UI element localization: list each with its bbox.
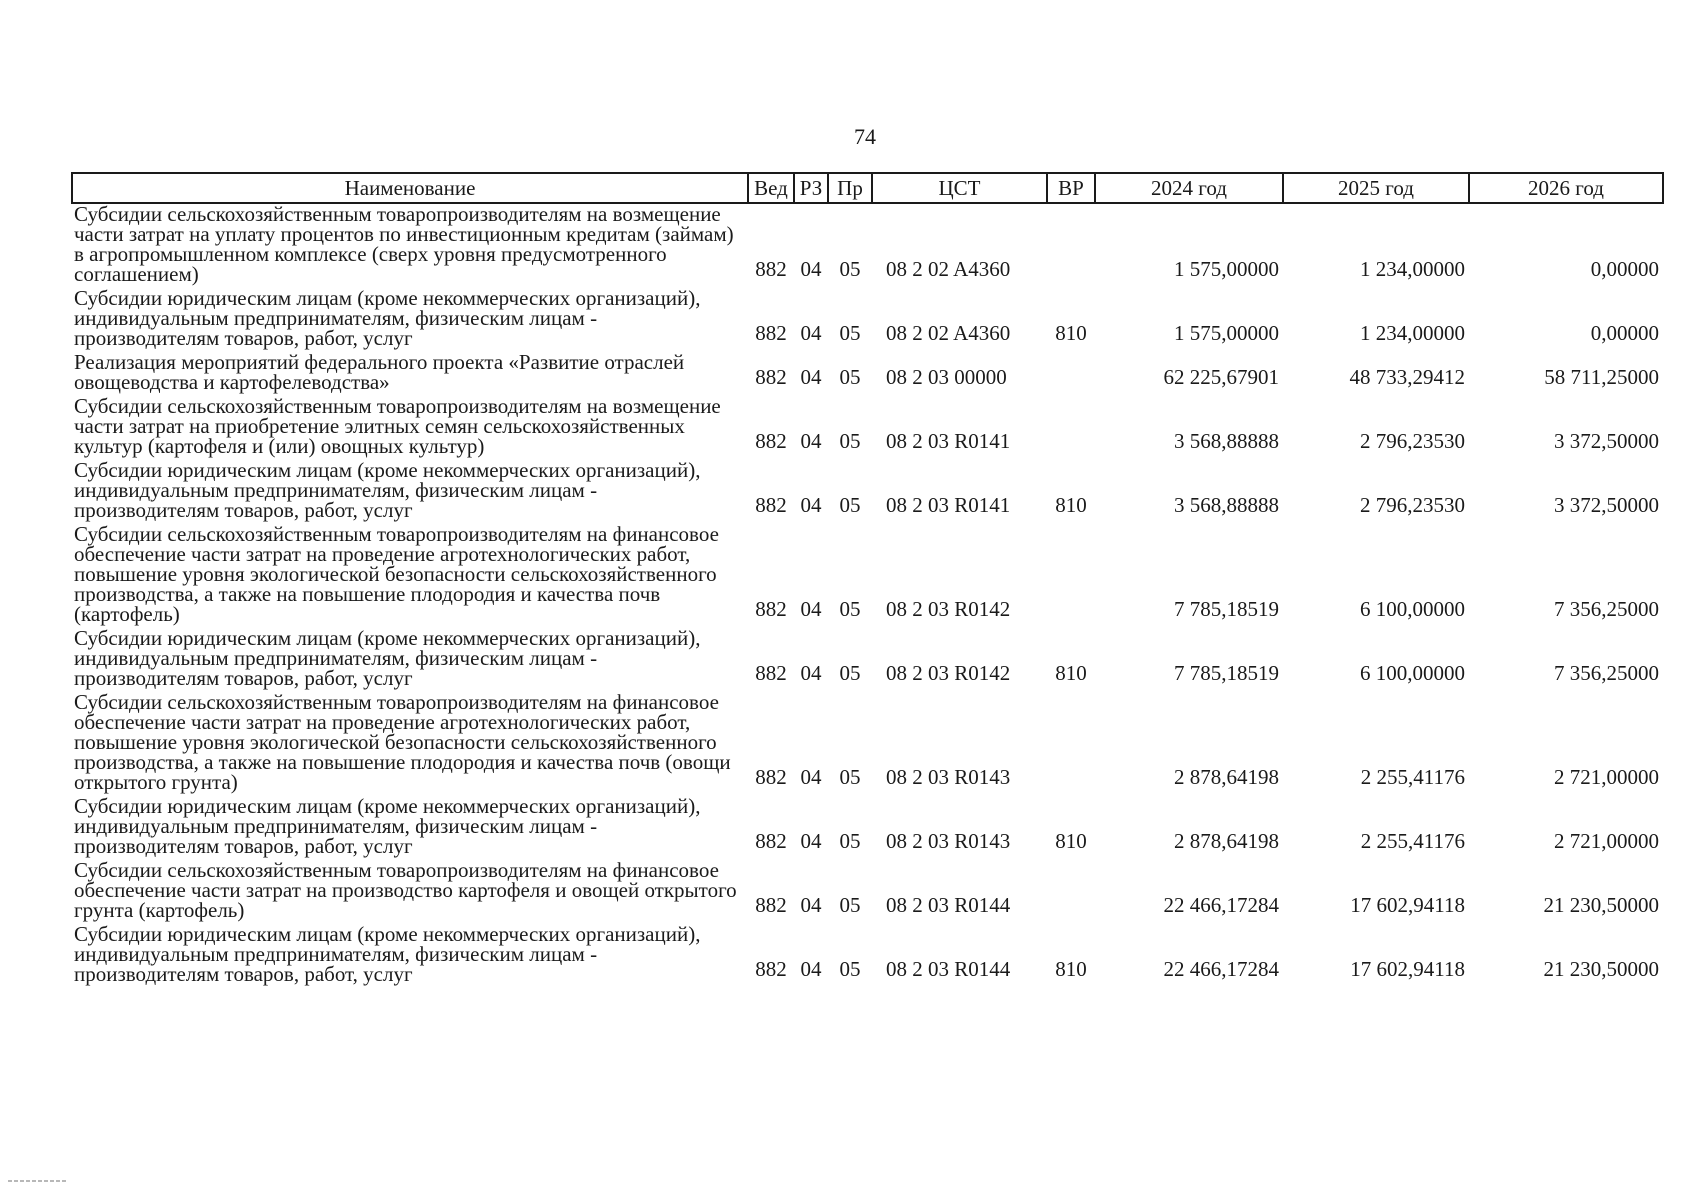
cell-rz: 04 bbox=[800, 429, 822, 453]
cell-2025: 1 234,00000 bbox=[1360, 321, 1465, 345]
cell-2026: 2 721,00000 bbox=[1554, 829, 1659, 853]
cell-cst: 08 2 03 R0142 bbox=[886, 597, 1011, 621]
cell-name: Субсидии юридическим лицам (кроме некоммерческих организаций), индивидуальным предпринимателям, физическим лицам - производителям товаров, работ, услуг bbox=[74, 286, 701, 350]
cell-2026: 7 356,25000 bbox=[1554, 661, 1659, 685]
cell-cst: 08 2 03 R0142 bbox=[886, 661, 1011, 685]
cell-2024: 1 575,00000 bbox=[1174, 257, 1279, 281]
page-number: 74 bbox=[854, 124, 876, 149]
cell-name: Субсидии сельскохозяйственным товаропроизводителям на возмещение части затрат на уплату процентов по инвестиционным кредитам (займам) в агропромышленном комплексе (сверх уровня предусмотренного соглашением) bbox=[74, 202, 734, 286]
cell-cst: 08 2 03 R0141 bbox=[886, 493, 1011, 517]
header-name: Наименование bbox=[72, 173, 748, 203]
cell-2025: 2 796,23530 bbox=[1360, 493, 1465, 517]
cell-cst: 08 2 03 R0144 bbox=[886, 893, 1011, 917]
cell-2026: 0,00000 bbox=[1590, 257, 1659, 281]
header-2025: 2025 год bbox=[1283, 173, 1469, 203]
cell-pr: 05 bbox=[839, 365, 861, 389]
header-ved: Вед bbox=[748, 173, 794, 203]
cell-2024: 2 878,64198 bbox=[1174, 765, 1279, 789]
table-row bbox=[72, 396, 1663, 460]
cell-2024: 22 466,17284 bbox=[1163, 893, 1279, 917]
cell-ved: 882 bbox=[755, 257, 787, 281]
cell-vr: 810 bbox=[1055, 493, 1087, 517]
cell-2025: 1 234,00000 bbox=[1360, 257, 1465, 281]
table-body bbox=[72, 203, 1663, 988]
cell-2025: 17 602,94118 bbox=[1350, 893, 1465, 917]
cell-2024: 3 568,88888 bbox=[1174, 493, 1279, 517]
cell-vr: 810 bbox=[1055, 661, 1087, 685]
cell-cst: 08 2 03 R0141 bbox=[886, 429, 1011, 453]
cell-2025: 2 796,23530 bbox=[1360, 429, 1465, 453]
cell-cst: 08 2 03 R0143 bbox=[886, 765, 1011, 789]
cell-vr: 810 bbox=[1055, 321, 1087, 345]
header-pr: Пр bbox=[828, 173, 872, 203]
cell-name: Субсидии юридическим лицам (кроме некоммерческих организаций), индивидуальным предпринимателям, физическим лицам - производителям товаров, работ, услуг bbox=[74, 922, 701, 986]
cell-2026: 21 230,50000 bbox=[1543, 893, 1659, 917]
cell-cst: 08 2 02 A4360 bbox=[886, 257, 1011, 281]
cell-vr: 810 bbox=[1055, 829, 1087, 853]
cell-pr: 05 bbox=[839, 321, 861, 345]
cell-2025: 48 733,29412 bbox=[1349, 365, 1465, 389]
cell-2025: 6 100,00000 bbox=[1360, 597, 1465, 621]
cell-ved: 882 bbox=[755, 365, 787, 389]
cell-rz: 04 bbox=[800, 321, 822, 345]
scan-artifact bbox=[8, 1180, 66, 1182]
cell-rz: 04 bbox=[800, 597, 822, 621]
cell-rz: 04 bbox=[800, 765, 822, 789]
cell-2024: 2 878,64198 bbox=[1174, 829, 1279, 853]
cell-pr: 05 bbox=[839, 493, 861, 517]
cell-pr: 05 bbox=[839, 429, 861, 453]
cell-rz: 04 bbox=[800, 257, 822, 281]
cell-rz: 04 bbox=[800, 365, 822, 389]
cell-name: Субсидии сельскохозяйственным товаропроизводителям на финансовое обеспечение части затрат на проведение агротехнологических работ, повышение уровня экологической безопасности сельскохозяйственного производства, а также на повышение плодородия и качества почв (овощи открытого грунта) bbox=[74, 690, 731, 794]
cell-ved: 882 bbox=[755, 429, 787, 453]
header-2024: 2024 год bbox=[1095, 173, 1283, 203]
cell-rz: 04 bbox=[800, 829, 822, 853]
table-row bbox=[72, 860, 1663, 924]
cell-rz: 04 bbox=[800, 661, 822, 685]
cell-name: Субсидии юридическим лицам (кроме некоммерческих организаций), индивидуальным предпринимателям, физическим лицам - производителям товаров, работ, услуг bbox=[74, 626, 701, 690]
cell-vr: 810 bbox=[1055, 957, 1087, 981]
header-cst: ЦСТ bbox=[872, 173, 1047, 203]
cell-ved: 882 bbox=[755, 493, 787, 517]
cell-2026: 58 711,25000 bbox=[1544, 365, 1659, 389]
cell-2026: 3 372,50000 bbox=[1554, 493, 1659, 517]
cell-pr: 05 bbox=[839, 893, 861, 917]
table-row bbox=[72, 203, 1663, 288]
cell-rz: 04 bbox=[800, 893, 822, 917]
cell-2024: 1 575,00000 bbox=[1174, 321, 1279, 345]
cell-pr: 05 bbox=[839, 829, 861, 853]
cell-2025: 2 255,41176 bbox=[1360, 829, 1465, 853]
cell-2024: 7 785,18519 bbox=[1174, 661, 1279, 685]
cell-cst: 08 2 02 A4360 bbox=[886, 321, 1011, 345]
table-row bbox=[72, 524, 1663, 628]
header-2026: 2026 год bbox=[1469, 173, 1663, 203]
cell-cst: 08 2 03 00000 bbox=[886, 365, 1007, 389]
cell-2026: 2 721,00000 bbox=[1554, 765, 1659, 789]
budget-table bbox=[71, 172, 1664, 988]
table-row bbox=[72, 460, 1663, 524]
cell-2024: 22 466,17284 bbox=[1163, 957, 1279, 981]
cell-vr bbox=[1047, 352, 1095, 396]
cell-2024: 3 568,88888 bbox=[1174, 429, 1279, 453]
cell-vr bbox=[1047, 860, 1095, 924]
cell-ved: 882 bbox=[755, 829, 787, 853]
cell-rz: 04 bbox=[800, 493, 822, 517]
cell-2025: 17 602,94118 bbox=[1350, 957, 1465, 981]
cell-name: Субсидии сельскохозяйственным товаропроизводителям на возмещение части затрат на приобретение элитных семян сельскохозяйственных культур (картофеля и (или) овощных культур) bbox=[74, 394, 721, 458]
cell-2024: 7 785,18519 bbox=[1174, 597, 1279, 621]
cell-cst: 08 2 03 R0144 bbox=[886, 957, 1011, 981]
table-header bbox=[72, 173, 1663, 203]
cell-vr bbox=[1047, 524, 1095, 628]
cell-vr bbox=[1047, 203, 1095, 288]
cell-2026: 7 356,25000 bbox=[1554, 597, 1659, 621]
cell-2026: 0,00000 bbox=[1590, 321, 1659, 345]
table-row bbox=[72, 352, 1663, 396]
cell-2026: 21 230,50000 bbox=[1543, 957, 1659, 981]
cell-ved: 882 bbox=[755, 765, 787, 789]
cell-vr bbox=[1047, 692, 1095, 796]
cell-name: Реализация мероприятий федерального проекта «Развитие отраслей овощеводства и картофелеводства» bbox=[74, 350, 685, 394]
cell-2026: 3 372,50000 bbox=[1554, 429, 1659, 453]
cell-pr: 05 bbox=[839, 597, 861, 621]
table-row bbox=[72, 924, 1663, 988]
cell-pr: 05 bbox=[839, 257, 861, 281]
cell-name: Субсидии юридическим лицам (кроме некоммерческих организаций), индивидуальным предпринимателям, физическим лицам - производителям товаров, работ, услуг bbox=[74, 458, 701, 522]
cell-rz: 04 bbox=[800, 957, 822, 981]
table-row bbox=[72, 692, 1663, 796]
cell-name: Субсидии сельскохозяйственным товаропроизводителям на финансовое обеспечение части затрат на проведение агротехнологических работ, повышение уровня экологической безопасности сельскохозяйственного производства, а также на повышение плодородия и качества почв (картофель) bbox=[74, 522, 719, 626]
table-row bbox=[72, 288, 1663, 352]
header-row bbox=[72, 173, 1663, 203]
cell-ved: 882 bbox=[755, 321, 787, 345]
cell-pr: 05 bbox=[839, 957, 861, 981]
cell-name: Субсидии сельскохозяйственным товаропроизводителям на финансовое обеспечение части затрат на производство картофеля и овощей открытого грунта (картофель) bbox=[74, 858, 737, 922]
cell-pr: 05 bbox=[839, 765, 861, 789]
cell-2025: 6 100,00000 bbox=[1360, 661, 1465, 685]
cell-name: Субсидии юридическим лицам (кроме некоммерческих организаций), индивидуальным предпринимателям, физическим лицам - производителям товаров, работ, услуг bbox=[74, 794, 701, 858]
cell-2024: 62 225,67901 bbox=[1163, 365, 1279, 389]
header-rz: РЗ bbox=[794, 173, 828, 203]
cell-2025: 2 255,41176 bbox=[1360, 765, 1465, 789]
table-row bbox=[72, 628, 1663, 692]
cell-vr bbox=[1047, 396, 1095, 460]
cell-pr: 05 bbox=[839, 661, 861, 685]
cell-ved: 882 bbox=[755, 661, 787, 685]
cell-cst: 08 2 03 R0143 bbox=[886, 829, 1011, 853]
table-row bbox=[72, 796, 1663, 860]
header-vr: ВР bbox=[1047, 173, 1095, 203]
cell-ved: 882 bbox=[755, 597, 787, 621]
cell-ved: 882 bbox=[755, 893, 787, 917]
cell-ved: 882 bbox=[755, 957, 787, 981]
